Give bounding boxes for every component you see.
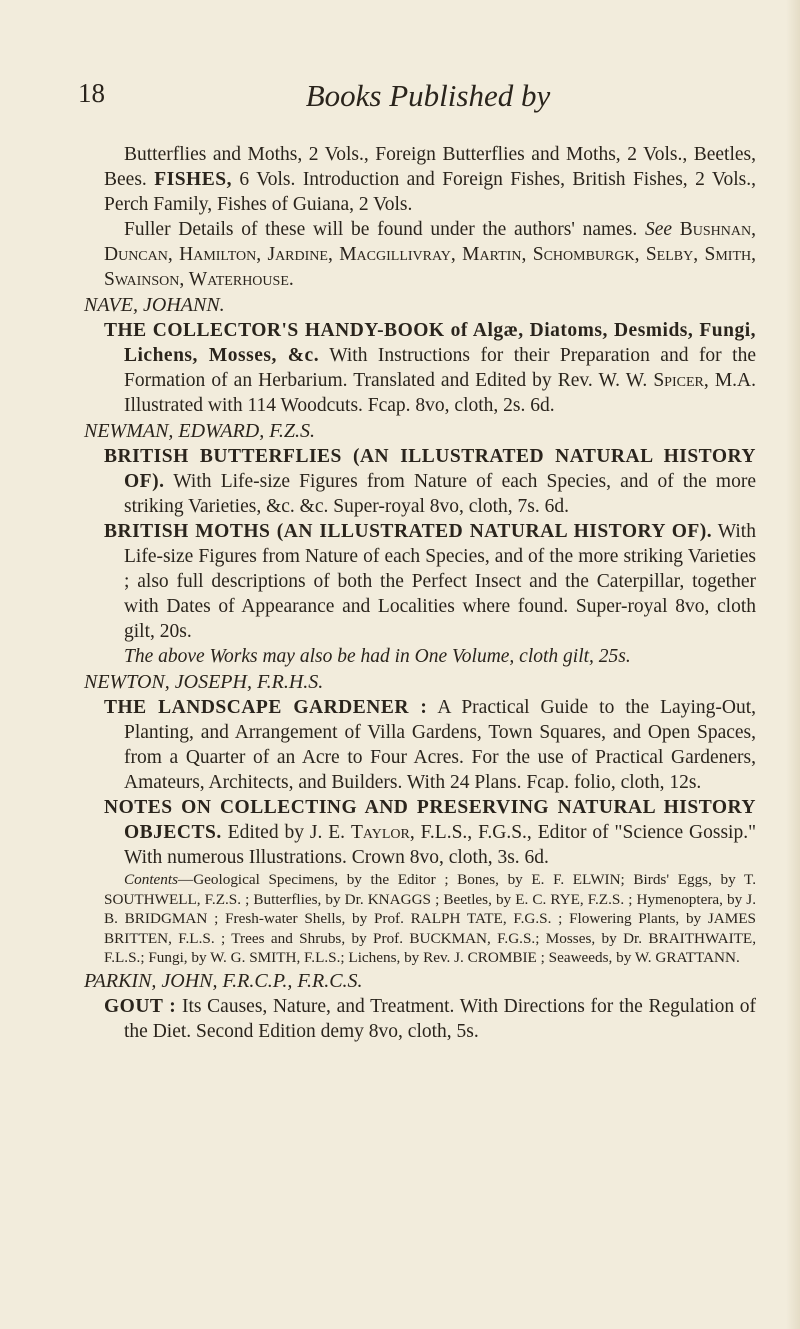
book-title: THE COLLECTOR'S HANDY-BOOK of Algæ, Diatoms, Desmids, Fungi, Lichens, Mosses, &c. <box>104 320 756 366</box>
series-fishes: FISHES, <box>154 169 232 190</box>
book-description: Its Causes, Nature, and Treatment. With Directions for the Regulation of the Diet. Second Edition demy 8vo, cloth, 5s. <box>124 995 757 1042</box>
book-title: BRITISH BUTTERFLIES (AN ILLUSTRATED NATURAL HISTORY OF). <box>104 446 756 492</box>
book-entry <box>104 994 757 1044</box>
author-heading: NEWMAN, EDWARD, F.Z.S. <box>84 420 315 442</box>
series-list <box>104 142 756 217</box>
book-entry <box>104 519 756 644</box>
series-text: Butterflies and Moths, 2 Vols., Foreign Butterflies and Moths, 2 Vols., Beetles, Bees. <box>104 144 756 190</box>
book-entry <box>104 318 756 418</box>
running-title: Books Published by <box>305 78 551 113</box>
details-text: Fuller Details of these will be found under the authors' names. <box>124 219 638 240</box>
book-entry <box>104 444 756 519</box>
book-entry <box>104 695 756 795</box>
book-price: F.L.S., F.G.S., Editor of "Science Gossip." With numerous Illustrations. Crown 8vo, cloth, 3s. 6d. <box>124 822 757 868</box>
page-number: 18 <box>78 78 105 108</box>
author-names: Bushnan, Duncan, Hamilton, Jardine, Macgillivray, Martin, Schomburgk, Selby, Smith, Swainson, Waterhouse. <box>104 219 757 290</box>
page-edge-shadow <box>786 0 800 1329</box>
book-description: With Instructions for their Preparation and for the Formation of an Herbarium. Translated and Edited by Rev. W. W. <box>124 345 756 391</box>
editor-name: Spicer, <box>653 370 709 391</box>
book-title: BRITISH MOTHS (AN ILLUSTRATED NATURAL HISTORY OF). <box>104 521 713 542</box>
contents-text: —Geological Specimens, by the Editor ; Bones, by E. F. ELWIN; Birds' Eggs, by T. SOUTHWELL, F.Z.S. ; Butterflies, by Dr. KNAGGS ; Beetles, by E. C. RYE, F.Z.S. ; Hymenoptera, by J. B. BRIDGMAN ; Fresh-water Shells, by Prof. RALPH TATE, F.G.S. ; Flowering Plants, by JAMES BRITTEN, F.L.S. ; Trees and Shrubs, by Prof. BUCKMAN, F.G.S.; Mosses, by Dr. BRAITHWAITE, F.L.S.; Fungi, by W. G. SMITH, F.L.S.; Lichens, by Rev. J. CROMBIE ; Seaweeds, by W. GRATTANN. <box>104 871 756 966</box>
book-title: THE LANDSCAPE GARDENER : <box>104 697 428 718</box>
author-heading: NEWTON, JOSEPH, F.R.H.S. <box>84 671 324 693</box>
book-description: A Practical Guide to the Laying-Out, Planting, and Arrangement of Villa Gardens, Town Squares, and Open Spaces, from a Quarter of an Acre to Four Acres. For the use of Practical Gardeners, Amateurs, Architects, and Builders. With 24 Plans. Fcap. folio, cloth, 12s. <box>124 697 756 793</box>
book-entry <box>104 795 757 870</box>
author-heading: NAVE, JOHANN. <box>84 294 225 316</box>
editor-name: Taylor, <box>350 822 415 843</box>
contents-label: Contents <box>124 871 179 888</box>
see-label: See <box>645 219 673 240</box>
book-description: With Life-size Figures from Nature of each Species, and of the more striking Varieties ; also full descriptions of both the Perfect Insect and the Caterpillar, together with Dates of Appearance and Localities where found. Super-royal 8vo, cloth gilt, 20s. <box>124 521 756 642</box>
contents-list <box>104 870 756 968</box>
author-heading: PARKIN, JOHN, F.R.C.P., F.R.C.S. <box>84 969 363 992</box>
page-header <box>78 78 778 122</box>
book-price: M.A. Illustrated with 114 Woodcuts. Fcap. 8vo, cloth, 2s. 6d. <box>124 370 756 416</box>
book-description: Edited by J. E. <box>227 822 346 843</box>
series-text-rest: 6 Vols. Introduction and Foreign Fishes, British Fishes, 2 Vols., Perch Family, Fishes of Guiana, 2 Vols. <box>104 169 756 215</box>
book-description: With Life-size Figures from Nature of each Species, and of the more striking Varieties, &c. &c. Super-royal 8vo, cloth, 7s. 6d. <box>124 471 756 517</box>
volume-note: The above Works may also be had in One Volume, cloth gilt, 25s. <box>124 646 631 667</box>
details-note <box>104 217 756 292</box>
catalogue-body <box>84 142 757 1044</box>
book-title: GOUT : <box>104 995 177 1017</box>
book-title: NOTES ON COLLECTING AND PRESERVING NATURAL HISTORY OBJECTS. <box>104 797 756 843</box>
